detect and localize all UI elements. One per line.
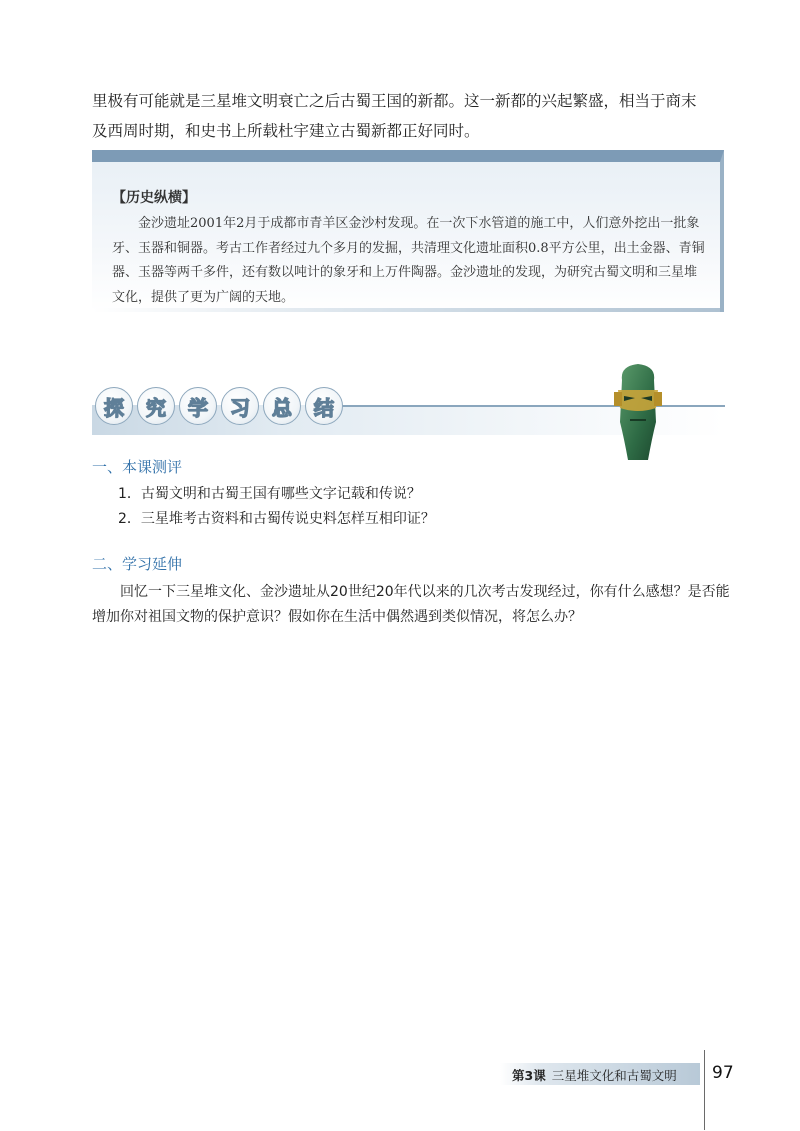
question-2: 2．三星堆考古资料和古蜀传说史料怎样互相印证？ bbox=[118, 511, 435, 527]
banner-char-3: 学 bbox=[179, 387, 217, 425]
lesson-number: 第3课 bbox=[512, 1068, 546, 1083]
intro-line-1: 里极有可能就是三星堆文明衰亡之后古蜀王国的新都。这一新都的兴起繁盛，相当于商末 bbox=[92, 92, 697, 110]
sidebar-title: 【历史纵横】 bbox=[112, 190, 196, 206]
page-number: 97 bbox=[712, 1063, 734, 1083]
intro-paragraph bbox=[92, 86, 732, 146]
extension-paragraph: 回忆一下三星堆文化、金沙遗址从20世纪20年代以来的几次考古发现经过，你有什么感想？是否能增加你对祖国文物的保护意识？假如你在生活中偶然遇到类似情况，将怎么办？ bbox=[92, 584, 730, 625]
banner-char-6: 结 bbox=[305, 387, 343, 425]
sidebar-body: 金沙遗址2001年2月于成都市青羊区金沙村发现。在一次下水管道的施工中，人们意外挖出一批象牙、玉器和铜器。考古工作者经过九个多月的发掘，共清理文化遗址面积0.8平方公里，出土金器、青铜器、玉器等两千多件，还有数以吨计的象牙和上万件陶器。金沙遗址的发现，为研究古蜀文明和三星堆文化，提供了更为广阔的天地。 bbox=[112, 216, 705, 305]
bronze-mask-image bbox=[608, 360, 668, 465]
summary-banner-title bbox=[95, 387, 343, 425]
banner-char-5: 总 bbox=[263, 387, 301, 425]
banner-char-4: 习 bbox=[221, 387, 259, 425]
banner-char-2: 究 bbox=[137, 387, 175, 425]
footer-divider bbox=[704, 1050, 705, 1130]
question-1: 1．古蜀文明和古蜀王国有哪些文字记载和传说？ bbox=[118, 486, 421, 502]
section-title-review: 一、本课测评 bbox=[92, 458, 183, 476]
banner-char-1: 探 bbox=[95, 387, 133, 425]
history-sidebar-box bbox=[92, 150, 724, 312]
lesson-title: 三星堆文化和古蜀文明 bbox=[551, 1068, 677, 1083]
section-title-extension: 二、学习延伸 bbox=[92, 555, 183, 573]
intro-line-2: 及西周时期，和史书上所载杜宇建立古蜀新都正好同时。 bbox=[92, 122, 480, 140]
footer-lesson bbox=[512, 1066, 677, 1084]
